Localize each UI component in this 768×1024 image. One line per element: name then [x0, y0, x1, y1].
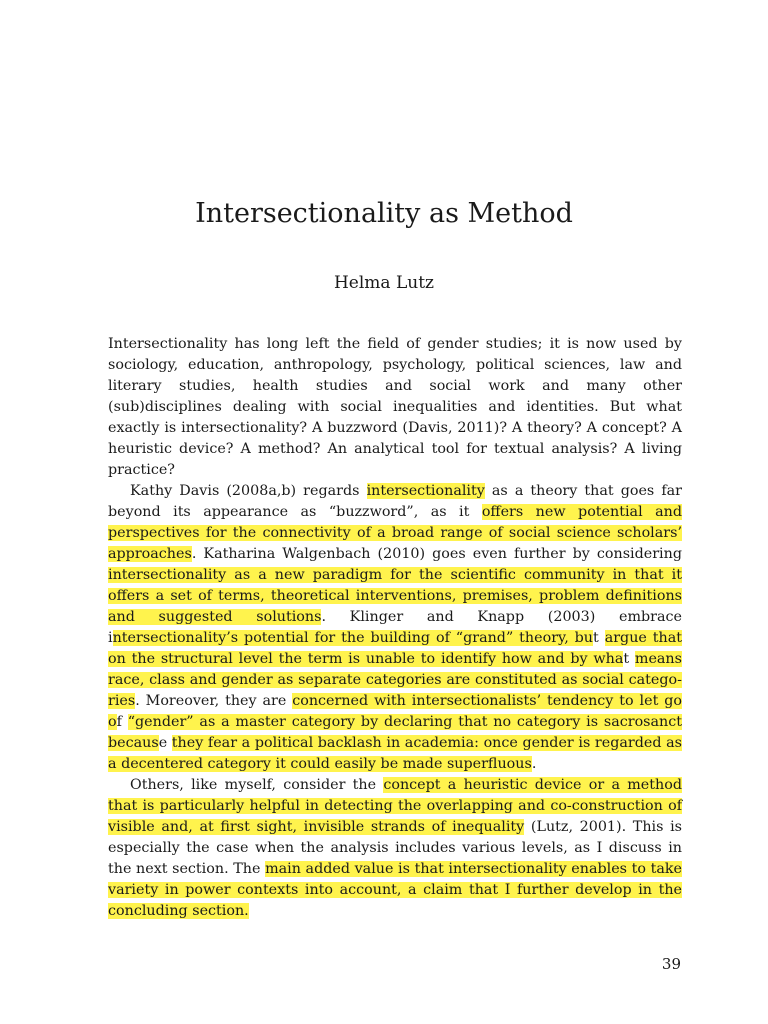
- text-run: Intersectionality has long left the field of gender studies; it is now used by sociology, education, anthropology, psychology, political sciences, law and literary studies, health studies and social work and many other (sub)disciplines dealing with social inequalities and identities. But what exactly is intersectionality? A buzzword (Davis, 2011)? A theory? A concept? A heuristic device? A method? An analytical tool for textual analysis? A living practice?: [108, 336, 682, 478]
- paragraph-3: [108, 775, 682, 922]
- highlighted-text: intersectionality: [366, 483, 485, 499]
- highlighted-text: means race, class and gender as separate categories are constituted as social categories: [108, 651, 682, 709]
- page-number: 39: [661, 955, 681, 973]
- text-run: as a theory that goes far beyond its appearance as “buzzword”, as it: [108, 483, 682, 520]
- text-run: (Lutz, 2001). This is especially the case when the analysis includes various levels, as I discuss in the next section. The: [108, 819, 682, 877]
- paragraph-2: [108, 481, 682, 775]
- text-run: . Klinger and Knapp (2003) embrace i: [108, 609, 683, 646]
- body-text: [108, 334, 682, 922]
- text-run: .: [531, 756, 537, 772]
- highlighted-text: argue that on the structural level the term is unable to identify how and by wha: [108, 630, 682, 667]
- highlighted-text: concerned with intersectionalists’ tendency to let go o: [108, 693, 682, 730]
- text-run: Kathy Davis (2008a,b) regards: [130, 483, 367, 499]
- text-run: f: [116, 714, 128, 730]
- text-run: t: [593, 630, 605, 646]
- highlighted-text: “gender” as a master category by declaring that no category is sacrosanct becaus: [108, 714, 682, 751]
- highlighted-text: ntersectionality’s potential for the building of “grand” theory, bu: [112, 630, 594, 646]
- chapter-title: Intersectionality as Method: [195, 198, 573, 229]
- text-run: . Katharina Walgenbach (2010) goes even further by considering: [191, 546, 682, 562]
- highlighted-text: concept a heuristic device or a method that is particularly helpful in detecting the overlapping and co-construction of visible and, at first sight, invisible strands of inequality: [108, 777, 682, 835]
- text-run: Others, like myself, consider the: [130, 777, 384, 793]
- highlighted-text: offers new potential and perspectives for the connectivity of a broad range of social science scholars’ approaches: [108, 504, 682, 562]
- highlighted-text: intersectionality as a new paradigm for the scientific community in that it offers a set of terms, theoretical interventions, premises, problem definitions and suggested solutions: [108, 567, 682, 625]
- paragraph-1: [108, 334, 682, 481]
- text-run: t: [623, 651, 635, 667]
- text-run: . Moreover, they are: [135, 693, 293, 709]
- highlighted-text: they fear a political backlash in academia: once gender is regarded as a decentered category it could easily be made superfluous: [108, 735, 682, 772]
- author-name: Helma Lutz: [333, 273, 434, 293]
- highlighted-text: main added value is that intersectionality enables to take variety in power contexts into account, a claim that I further develop in the concluding section.: [108, 861, 682, 919]
- text-run: e: [158, 735, 172, 751]
